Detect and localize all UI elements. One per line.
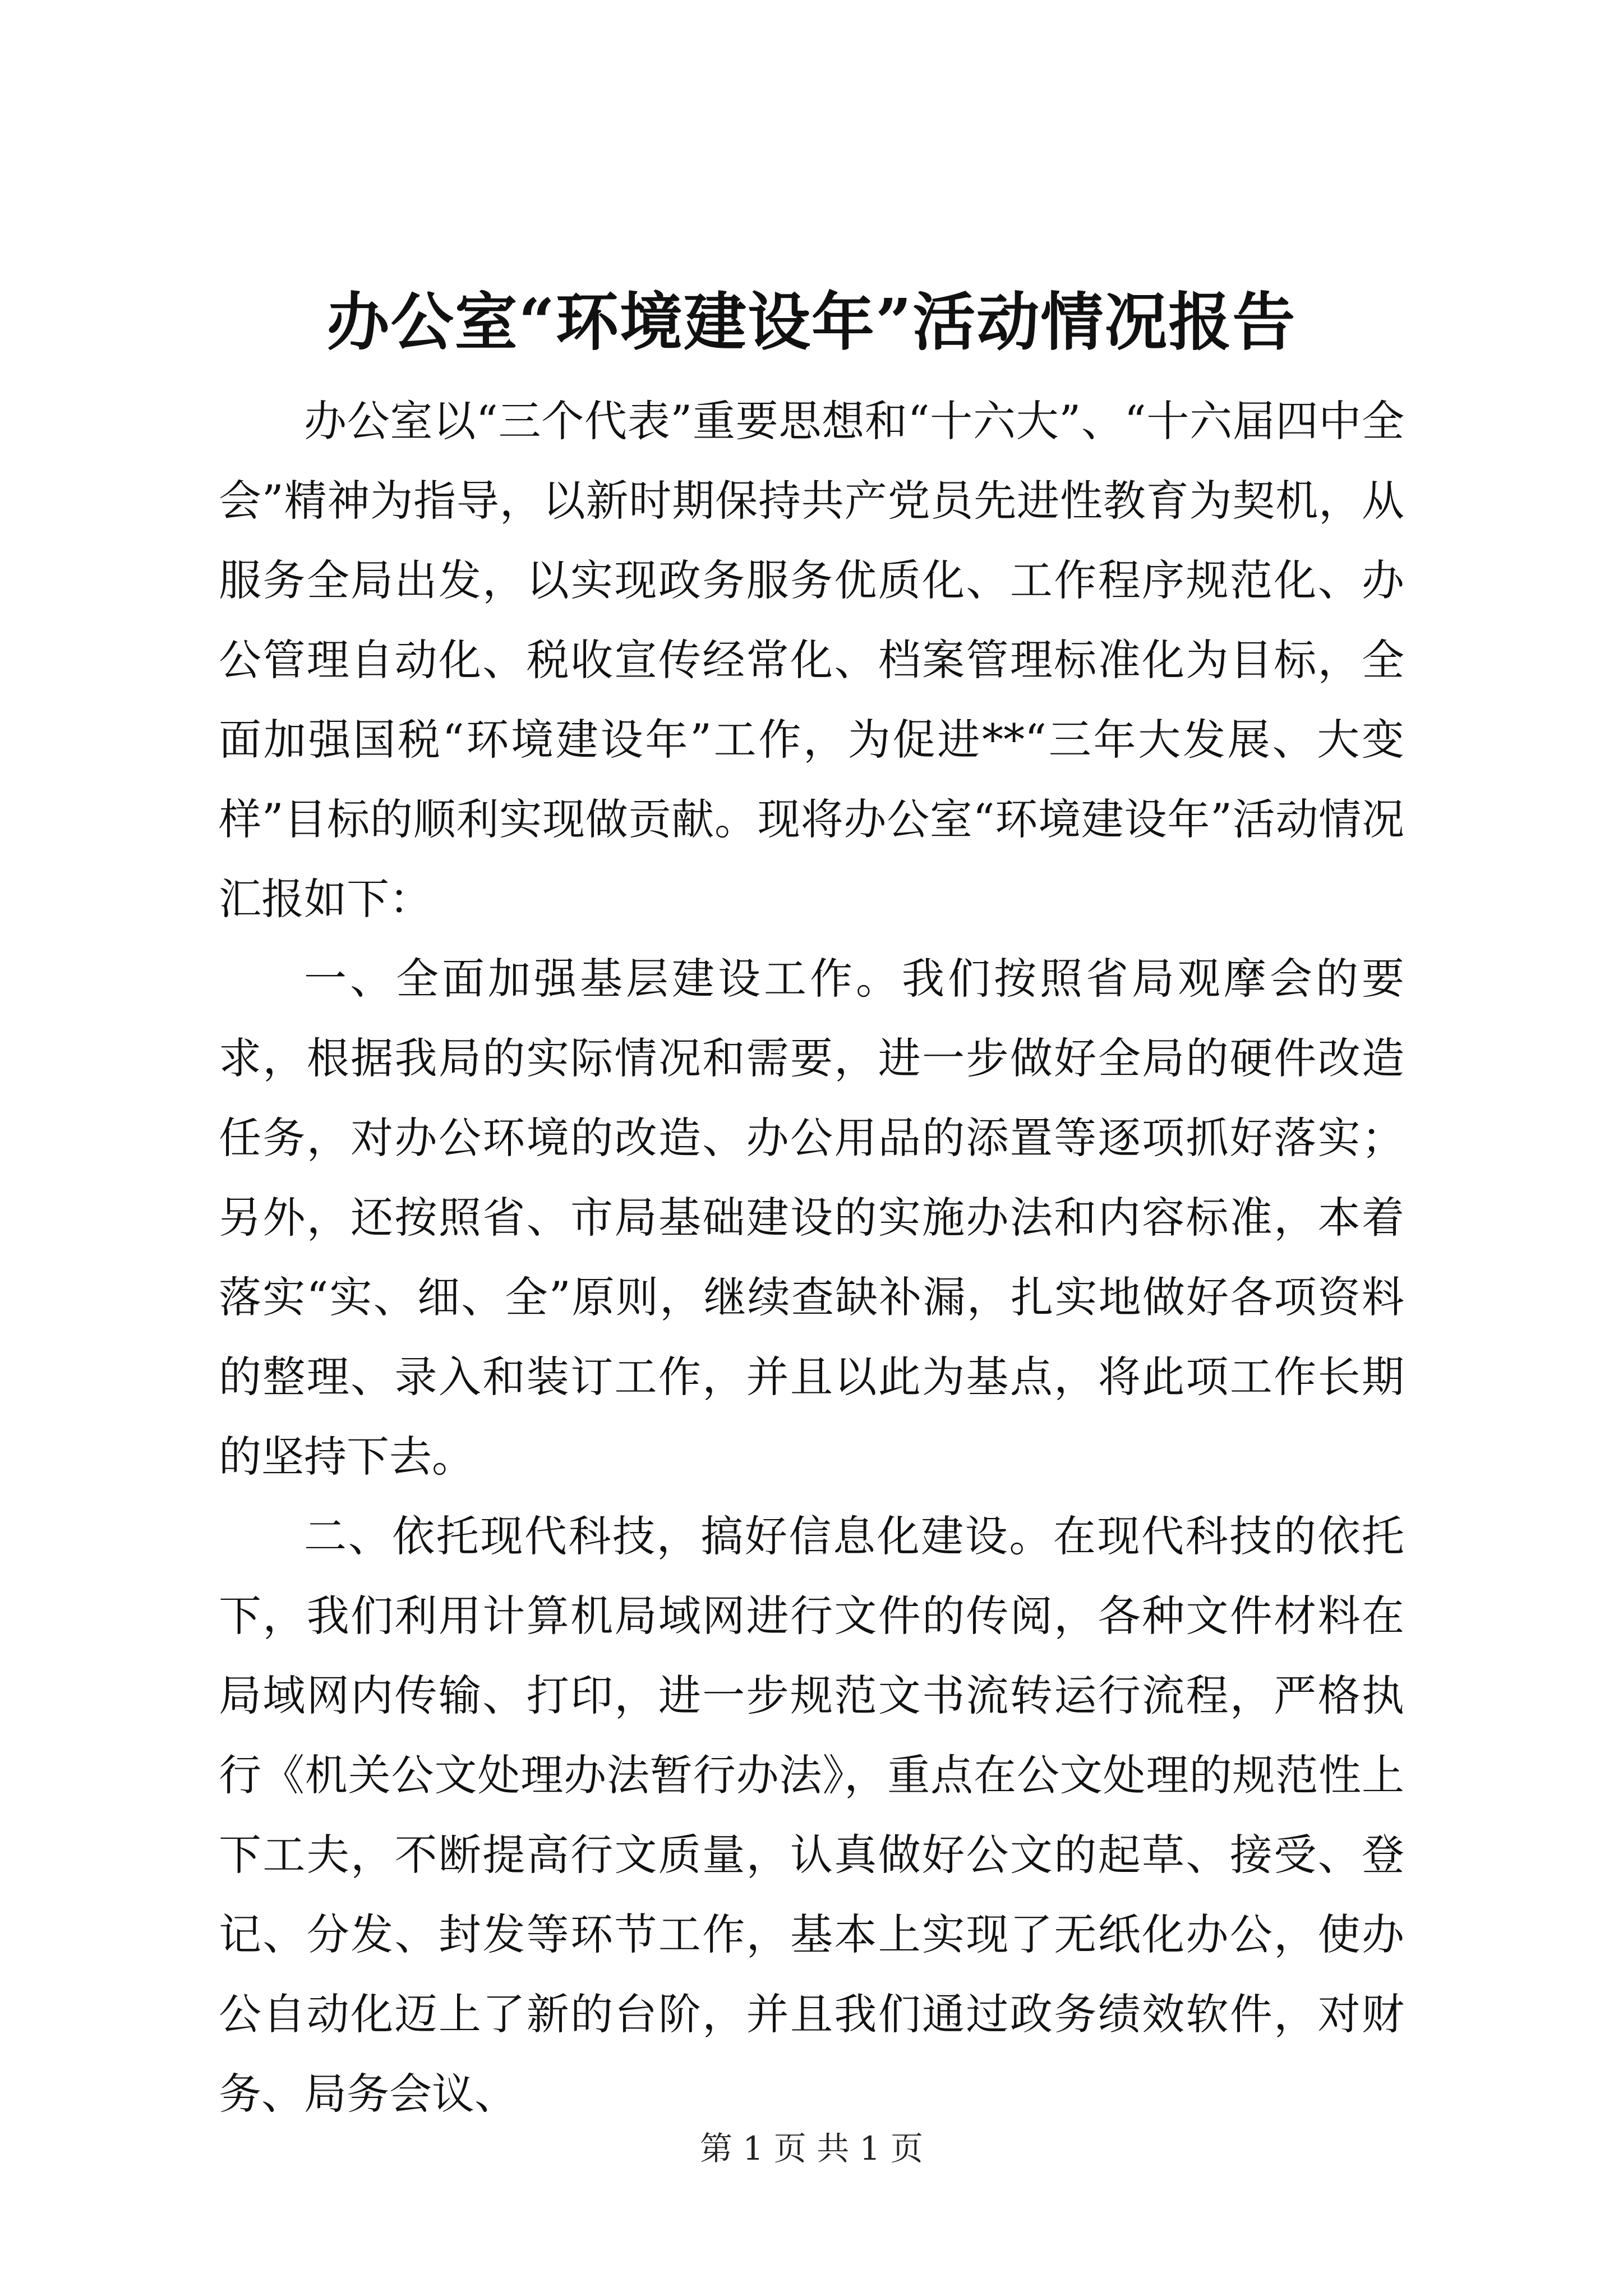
paragraph-section-1: 一、全面加强基层建设工作。我们按照省局观摩会的要求，根据我局的实际情况和需要，进一步做好全局的硬件改造任务，对办公环境的改造、办公用品的添置等逐项抓好落实；另外，还按照省、市局基础建设的实施办法和内容标准，本着落实“实、细、全”原则，继续查缺补漏，扎实地做好各项资料的整理、录入和装订工作，并且以此为基点，将此项工作长期的坚持下去。 — [219, 954, 1404, 1481]
paragraph-section-2: 二、依托现代科技，搞好信息化建设。在现代科技的依托下，我们利用计算机局域网进行文件的传阅，各种文件材料在局域网内传输、打印，进一步规范文书流转运行流程，严格执行《机关公文处理办法暂行办法》，重点在公文处理的规范性上下工夫，不断提高行文质量，认真做好公文的起草、接受、登记、分发、封发等环节工作，基本上实现了无纸化办公，使办公自动化迈上了新的台阶，并且我们通过政务绩效软件，对财务、局务会议、 — [219, 1511, 1404, 2119]
document-title: 办公室“环境建设年”活动情况报告 — [326, 286, 1297, 359]
paragraph-intro: 办公室以“三个代表”重要思想和“十六大”、“十六届四中全会”精神为指导，以新时期保持共产党员先进性教育为契机，从服务全局出发，以实现政务服务优质化、工作程序规范化、办公管理自动化、税收宣传经常化、档案管理标准化为目标，全面加强国税“环境建设年”工作，为促进**“三年大发展、大变样”目标的顺利实现做贡献。现将办公室“环境建设年”活动情况汇报如下： — [219, 396, 1404, 924]
document-body — [219, 381, 1404, 2134]
page-footer: 第 1 页 共 1 页 — [700, 2129, 923, 2168]
